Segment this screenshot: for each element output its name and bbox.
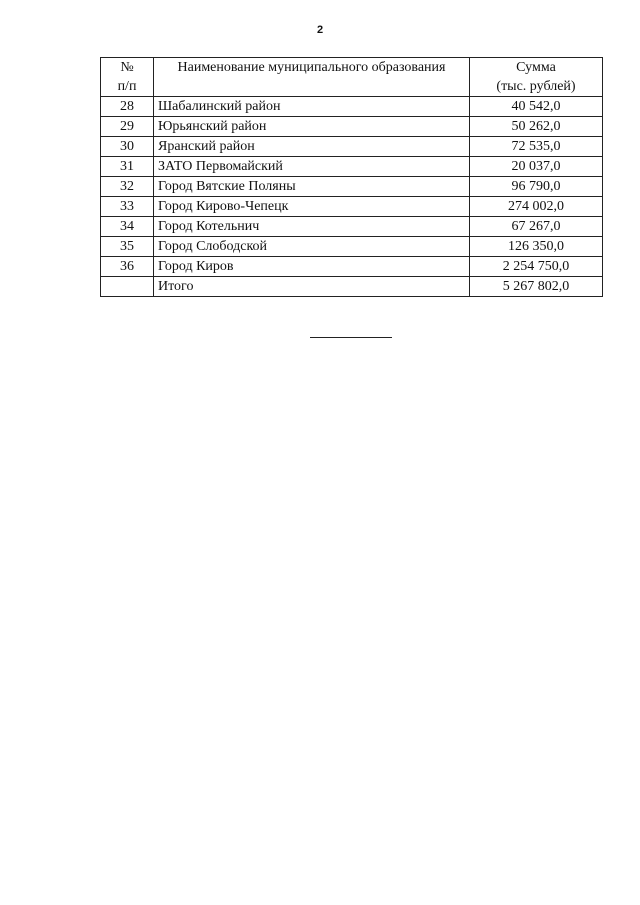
row-sum: 20 037,0: [470, 157, 603, 177]
table-row: [101, 217, 603, 237]
header-sum-line2: (тыс. рублей): [496, 79, 576, 94]
header-name: Наименование муниципального образования: [154, 58, 470, 97]
row-name: Город Слободской: [154, 237, 470, 257]
row-number: 33: [101, 197, 154, 217]
row-number: 36: [101, 257, 154, 277]
table-row: [101, 257, 603, 277]
table-row: [101, 237, 603, 257]
row-name: Юрьянский район: [154, 117, 470, 137]
row-sum: 72 535,0: [470, 137, 603, 157]
row-number: 30: [101, 137, 154, 157]
table-row: [101, 177, 603, 197]
table-row: [101, 197, 603, 217]
row-number: 31: [101, 157, 154, 177]
table-total-row: [101, 277, 603, 297]
total-sum: 5 267 802,0: [470, 277, 603, 297]
row-name: ЗАТО Первомайский: [154, 157, 470, 177]
row-name: Город Вятские Поляны: [154, 177, 470, 197]
row-sum: 40 542,0: [470, 97, 603, 117]
row-name: Город Киров: [154, 257, 470, 277]
row-sum: 96 790,0: [470, 177, 603, 197]
row-sum: 126 350,0: [470, 237, 603, 257]
row-sum: 2 254 750,0: [470, 257, 603, 277]
end-of-document-rule: [310, 337, 392, 338]
row-sum: 50 262,0: [470, 117, 603, 137]
header-sum: [470, 58, 603, 97]
page-number: 2: [316, 24, 324, 36]
header-number: [101, 58, 154, 97]
municipal-sums-table: [100, 57, 603, 297]
header-number-line2: п/п: [117, 79, 137, 94]
header-sum-line1: Сумма: [516, 60, 556, 75]
row-name: Шабалинский район: [154, 97, 470, 117]
total-label: Итого: [154, 277, 470, 297]
row-name: Город Котельнич: [154, 217, 470, 237]
row-name: Город Кирово-Чепецк: [154, 197, 470, 217]
row-sum: 274 002,0: [470, 197, 603, 217]
table-row: [101, 117, 603, 137]
total-number-empty: [101, 277, 154, 297]
table-row: [101, 157, 603, 177]
row-number: 35: [101, 237, 154, 257]
row-number: 32: [101, 177, 154, 197]
row-number: 29: [101, 117, 154, 137]
header-number-line1: №: [120, 60, 134, 75]
row-name: Яранский район: [154, 137, 470, 157]
row-number: 34: [101, 217, 154, 237]
table-row: [101, 97, 603, 117]
table-header-row: [101, 58, 603, 97]
table-row: [101, 137, 603, 157]
row-sum: 67 267,0: [470, 217, 603, 237]
row-number: 28: [101, 97, 154, 117]
